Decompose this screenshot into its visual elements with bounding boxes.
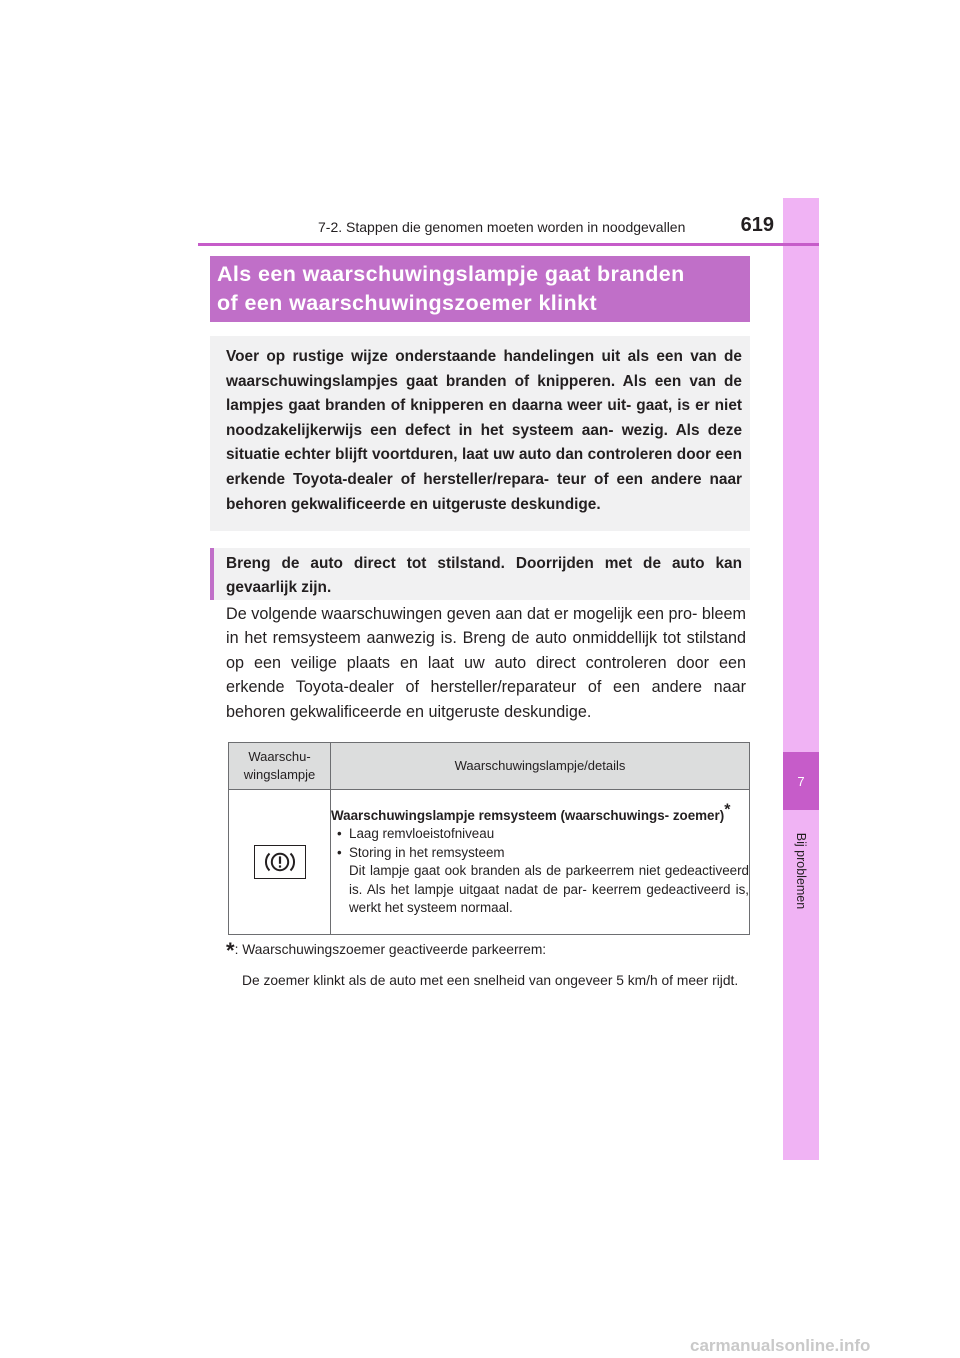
section-title-line-2: of een waarschuwingszoemer klinkt (217, 291, 598, 315)
intro-box: Voer op rustige wijze onderstaande handelingen uit als een van de waarschuwingslampjes gaat branden of knipperen. Als een van de lampjes gaat branden of knipperen en daarna weer uit- gaat, is er niet noodzakelijkerwijs een defect in het systeem aan- wezig. Als deze situatie echter blijft voortduren, laat uw auto dan controleren door een erkende Toyota-dealer of hersteller/repara- teur of een andere naar behoren gekwalificeerde en uitgeruste deskundige. (210, 336, 750, 531)
table-row (229, 790, 750, 935)
warning-callout: Breng de auto direct tot stilstand. Doorrijden met de auto kan gevaarlijk zijn. (210, 548, 750, 600)
lamp-title-text: Waarschuwingslampje remsysteem (waarschuwings- zoemer) (331, 807, 725, 823)
buzzer-footnote-mark: * (724, 801, 731, 819)
watermark: carmanualsonline.info (690, 1336, 871, 1355)
table-header-lamp: Waarschu- wingslampje (229, 743, 331, 790)
lamp-cause-list (331, 825, 749, 862)
chapter-number: 7 (797, 773, 805, 789)
chapter-number-tab (783, 752, 819, 810)
footnote-mark: * (226, 938, 235, 963)
lamp-details-cell (331, 790, 750, 935)
chapter-label: Bij problemen (794, 832, 808, 910)
lamp-details-title (331, 801, 749, 826)
table-header-row (229, 743, 750, 790)
chapter-side-tab (783, 198, 819, 1160)
header-rule (198, 243, 819, 246)
table-header-details: Waarschuwingslampje/details (331, 743, 750, 790)
page-number: 619 (740, 214, 774, 236)
warning-light-table (228, 742, 750, 935)
list-item: • Laag remvloeistofniveau (337, 825, 749, 844)
footnote-label: : Waarschuwingszoemer geactiveerde parkeerrem: (234, 942, 547, 957)
section-header: 7-2. Stappen die genomen moeten worden in noodgevallen (318, 219, 686, 235)
brake-warning-symbol (261, 849, 299, 875)
footnote (226, 940, 750, 961)
lamp-icon-cell (229, 790, 331, 935)
section-title (210, 256, 750, 322)
footnote-text: De zoemer klinkt als de auto met een snelheid van ongeveer 5 km/h of meer rijdt. (242, 973, 739, 988)
chapter-label-container (784, 816, 818, 926)
section-title-line-1: Als een waarschuwingslampje gaat branden (217, 262, 685, 286)
list-item: • Storing in het remsysteem (337, 844, 749, 863)
body-paragraph: De volgende waarschuwingen geven aan dat er mogelijk een pro- bleem in het remsysteem aanwezig is. Breng de auto onmiddellijk tot stilstand op een veilige plaats en laat uw auto direct controleren door een erkende Toyota-dealer of hersteller/reparateur of een andere naar behoren gekwalificeerde en uitgeruste deskundige. (226, 605, 746, 721)
brake-warning-icon (254, 845, 306, 879)
lamp-note: Dit lampje gaat ook branden als de parkeerrem niet gedeactiveerd is. Als het lampje uitgaat nadat de par- keerrem gedeactiveerd is, werkt het systeem normaal. (349, 863, 749, 915)
